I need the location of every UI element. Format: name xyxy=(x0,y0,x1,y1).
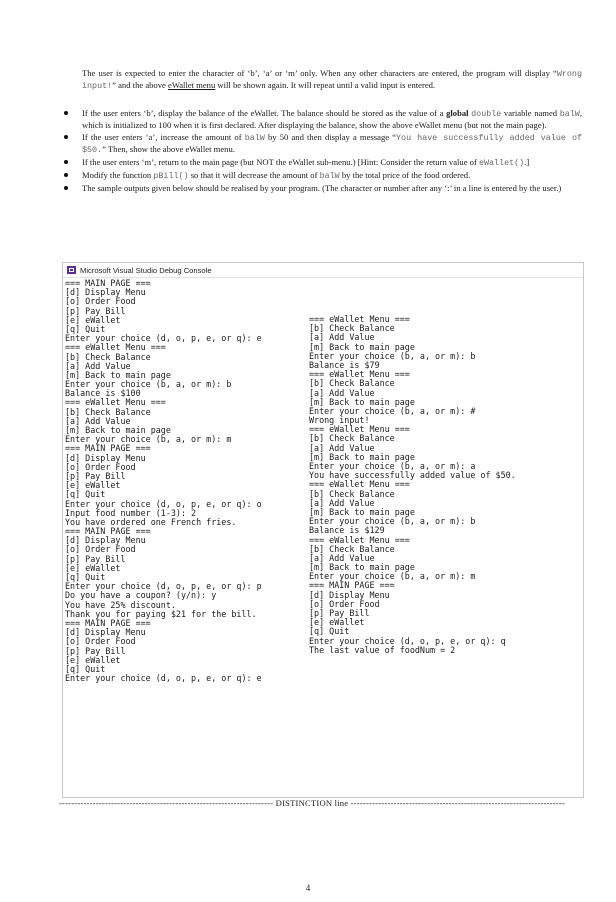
console-line: Do you have a coupon? (y/n): y xyxy=(65,590,217,601)
console-line: You have ordered one French fries. xyxy=(65,516,237,527)
console-line: [q] Quit xyxy=(65,323,106,334)
console-line: Enter your choice (b, a, or m): b xyxy=(65,379,232,390)
console-line: [b] Check Balance xyxy=(309,488,395,499)
console-line: === MAIN PAGE === xyxy=(65,443,151,454)
debug-console-screenshot xyxy=(62,262,584,798)
console-line: [m] Back to main page xyxy=(309,562,415,573)
console-line: [q] Quit xyxy=(309,626,350,637)
console-line: The last value of foodNum = 2 xyxy=(309,644,456,655)
bullet-sample-outputs: The sample outputs given below should be realised by your program. (The character or number after any ‘:’ in a line is entered by the user.) xyxy=(64,183,582,194)
intro-text-3: will be shown again. It will repeat until a valid input is entered. xyxy=(215,80,436,90)
console-line: [a] Add Value xyxy=(309,552,375,563)
console-line: Enter your choice (b, a, or m): b xyxy=(309,516,476,527)
visual-studio-icon xyxy=(67,266,76,274)
console-line: Enter your choice (d, o, p, e, or q): e xyxy=(65,333,262,344)
page-number: 4 xyxy=(305,883,311,893)
console-line: [a] Add Value xyxy=(309,497,375,508)
console-line: Enter your choice (d, o, p, e, or q): e xyxy=(65,673,262,684)
console-line: [d] Display Menu xyxy=(65,627,146,638)
console-line: [d] Display Menu xyxy=(65,452,146,463)
intro-text-2: ” and the above xyxy=(112,80,168,90)
console-line: === eWallet Menu === xyxy=(309,534,410,545)
console-line: [o] Order Food xyxy=(65,636,136,647)
console-line: Enter your choice (b, a, or m): b xyxy=(309,350,476,361)
console-line: [m] Back to main page xyxy=(65,369,171,380)
console-line: Enter your choice (b, a, or m): m xyxy=(65,434,232,445)
console-line: [m] Back to main page xyxy=(65,425,171,435)
bullet-back-main: If the user enters ‘m’, return to the main page (but NOT the eWallet sub-menu.) [Hint: Consider the return value of eWallet().] xyxy=(64,157,582,169)
intro-ewallet-menu-ref: eWallet menu xyxy=(168,80,216,90)
console-line: You have 25% discount. xyxy=(65,599,176,610)
console-line: Input food number (1-3): 2 xyxy=(65,507,197,518)
intro-paragraph xyxy=(82,68,582,92)
console-line: [m] Back to main page xyxy=(309,341,415,352)
console-line: [o] Order Food xyxy=(309,598,380,609)
console-line: === MAIN PAGE === xyxy=(65,617,151,628)
bullet-check-balance: If the user enters ‘b’, display the balance of the eWallet. The balance should be stored as the value of a global double variable named balW, which is initialized to 100 when it is first declared. After displaying the balance, show the above eWallet menu (but not the main page). xyxy=(64,108,582,131)
console-line: [b] Check Balance xyxy=(309,433,395,444)
console-line: [p] Pay Bill xyxy=(65,645,126,656)
console-line: Enter your choice (d, o, p, e, or q): q xyxy=(309,635,506,646)
console-line: Balance is $129 xyxy=(309,525,385,536)
console-line: [e] eWallet xyxy=(309,617,365,628)
console-line: Balance is $100 xyxy=(65,388,141,399)
console-line: === eWallet Menu === xyxy=(65,342,166,353)
console-line: [q] Quit xyxy=(65,663,106,674)
console-line: [b] Check Balance xyxy=(309,378,395,389)
console-line: [m] Back to main page xyxy=(309,451,415,462)
console-line: [a] Add Value xyxy=(65,360,131,371)
console-output-left xyxy=(65,279,307,683)
console-line: === MAIN PAGE === xyxy=(65,278,151,288)
console-line: Enter your choice (b, a, or m): m xyxy=(309,571,476,582)
console-line: [m] Back to main page xyxy=(309,396,415,407)
console-line: Thank you for paying $21 for the bill. xyxy=(65,608,257,619)
console-line: [e] eWallet xyxy=(65,314,121,325)
distinction-line: ---------------------------------------------------------------------- DISTINCTION line ---------------------------------------------------------------------- xyxy=(58,798,565,808)
console-line: Enter your choice (d, o, p, e, or q): p xyxy=(65,581,262,592)
console-line: Enter your choice (d, o, p, e, or q): o xyxy=(65,498,262,509)
console-output-right xyxy=(309,315,581,655)
console-line: [d] Display Menu xyxy=(65,535,146,546)
console-line: === eWallet Menu === xyxy=(309,314,410,324)
console-line: [q] Quit xyxy=(65,489,106,500)
console-line: [p] Pay Bill xyxy=(65,470,126,481)
console-line: [e] eWallet xyxy=(65,654,121,665)
console-line: [d] Display Menu xyxy=(309,589,390,600)
console-line: [a] Add Value xyxy=(309,442,375,453)
console-line: [o] Order Food xyxy=(65,296,136,307)
console-titlebar xyxy=(63,263,583,278)
console-line: [o] Order Food xyxy=(65,461,136,472)
console-line: [b] Check Balance xyxy=(309,543,395,554)
console-line: [b] Check Balance xyxy=(65,351,151,362)
console-line: [e] eWallet xyxy=(65,562,121,573)
console-line: === MAIN PAGE === xyxy=(309,580,395,591)
console-line: Enter your choice (b, a, or m): a xyxy=(309,461,476,471)
console-line: [q] Quit xyxy=(65,572,106,582)
console-line: Balance is $79 xyxy=(309,359,380,370)
console-line: [p] Pay Bill xyxy=(65,305,126,316)
console-line: Enter your choice (b, a, or m): # xyxy=(309,405,476,416)
console-line: [p] Pay Bill xyxy=(309,608,370,618)
console-line: === eWallet Menu === xyxy=(309,424,410,435)
console-line: [o] Order Food xyxy=(65,544,136,555)
console-line: [b] Check Balance xyxy=(65,406,151,417)
console-line: You have successfully added value of $50. xyxy=(309,470,516,481)
console-line: === eWallet Menu === xyxy=(309,369,410,380)
console-line: [a] Add Value xyxy=(65,415,131,426)
requirements-list xyxy=(64,108,582,195)
console-line: === MAIN PAGE === xyxy=(65,526,151,537)
intro-code-wrong-input: Wrong input! xyxy=(82,69,582,91)
console-line: === eWallet Menu === xyxy=(65,397,166,408)
bullet-add-value: If the user enters ‘a’, increase the amount of balW by 50 and then display a message “You have successfully added value of $50.” Then, show the above eWallet menu. xyxy=(64,132,582,156)
console-line: [b] Check Balance xyxy=(309,323,395,334)
console-line: === eWallet Menu === xyxy=(309,479,410,490)
bullet-modify-pbill: Modify the function pBill() so that it will decrease the amount of balW by the total price of the food ordered. xyxy=(64,170,582,182)
console-line: [a] Add Value xyxy=(309,387,375,398)
intro-text-1: The user is expected to enter the character of ‘b’, ‘a’ or ‘m’ only. When any other characters are entered, the program will display “ xyxy=(82,68,557,78)
console-line: [e] eWallet xyxy=(65,480,121,491)
console-line: [m] Back to main page xyxy=(309,506,415,517)
console-line: [d] Display Menu xyxy=(65,287,146,298)
console-line: [p] Pay Bill xyxy=(65,553,126,564)
console-line: [a] Add Value xyxy=(309,332,375,343)
console-line: Wrong input! xyxy=(309,415,370,426)
console-title: Microsoft Visual Studio Debug Console xyxy=(80,265,212,275)
